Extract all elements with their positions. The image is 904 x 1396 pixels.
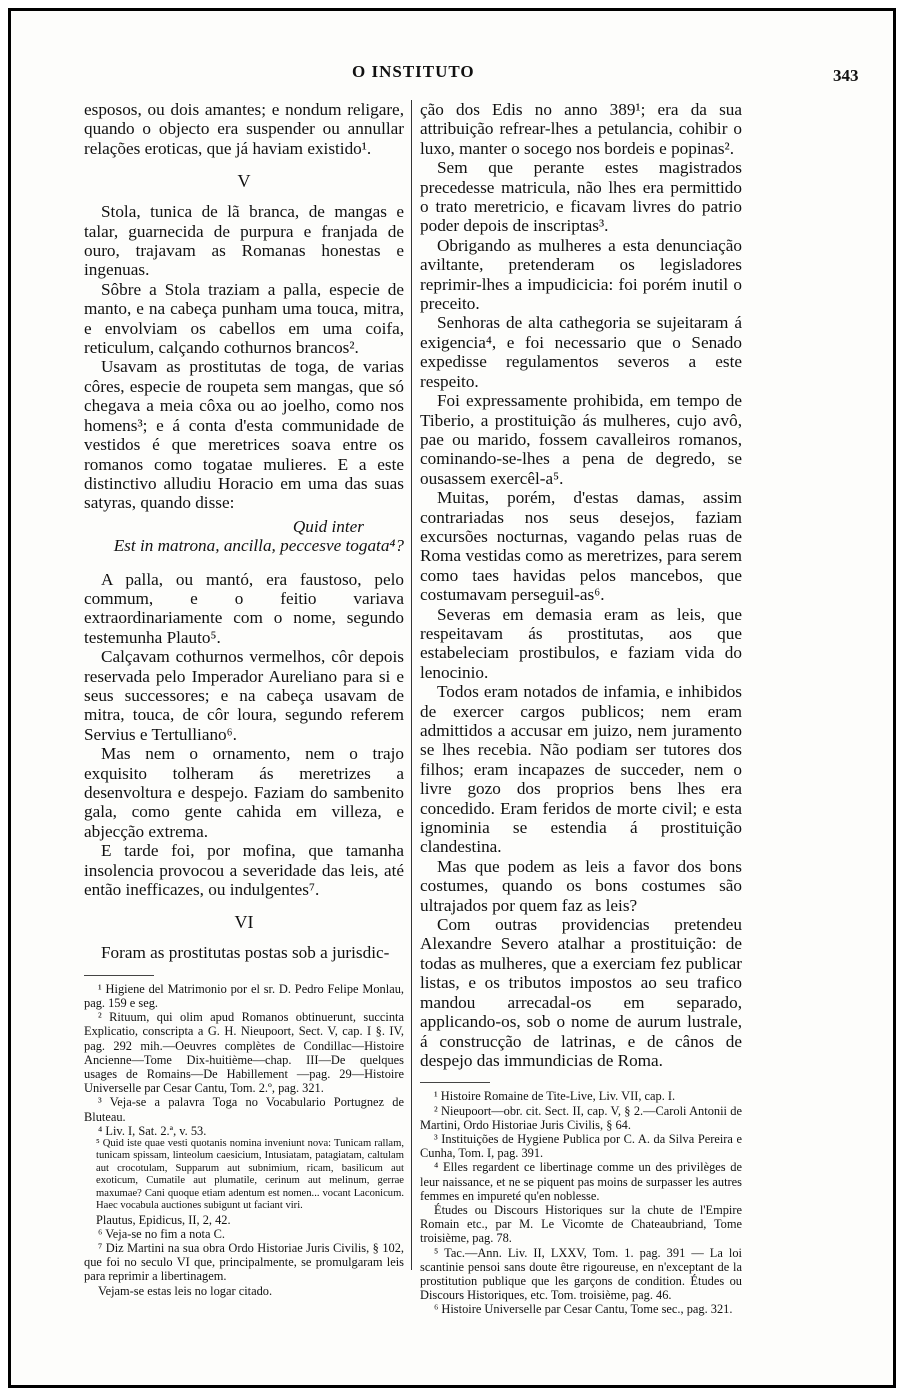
- right-footnotes: [420, 1089, 742, 1316]
- section-heading-v: V: [237, 171, 251, 192]
- paragraph: Obrigando as mulheres a esta denunciação aviltante, pretenderam os legisladores reprimir-lhes a impudicicia: foi porém inutil o preceito.: [420, 235, 742, 314]
- left-column: [84, 100, 404, 1298]
- paragraph: esposos, ou dois amantes; e nondum religare, quando o objecto era suspender ou annullar relações eroticas, que já haviam existido¹.: [84, 100, 404, 158]
- footnote: Études ou Discours Historiques sur la chute de l'Empire Romain etc., par M. Le Vicomte de Chateaubriand, Tome troisième, pag. 78.: [420, 1202, 742, 1246]
- paragraph: Foi expressamente prohibida, em tempo de Tiberio, a prostituição ás mulheres, cujo avô, pae ou marido, fossem cavalleiros romanos, cominando-se-lhes a pena de degredo, se ousassem exercêl-a⁵.: [420, 391, 742, 488]
- paragraph: Usavam as prostitutas de toga, de varias côres, especie de roupeta sem mangas, que só chegava a meia côxa ou ao joelho, como nos homens³; e á conta d'esta communidade de vestidos é que meretrices soava entre os romanos como togatae mulieres. E a este distinctivo alludiu Horacio em uma das suas satyras, quando disse:: [84, 357, 404, 513]
- right-body-text: [420, 100, 742, 1070]
- footnote: ¹ Histoire Romaine de Tite-Live, Liv. VII, cap. I.: [434, 1089, 676, 1104]
- footnote-latin-quote: ⁵ Quid iste quae vesti quotanis nomina inveniunt nova: Tunicam rallam, tunicam spissam, linteolum caesicium, Intusiatam, patagiatam, caltulam aut crocotulam, Supparum aut subnimium, ricam, basilicum aut exoticum, Cumatile aut plumatile, cerinum aut melinum, gerrae maxumae? Cani quoque etiam adentum est nomen... vocant Laconicum. Haec vocabula auctiones subigunt ut faciant viri.: [96, 1138, 404, 1212]
- footnote: ³ Veja-se a palavra Toga no Vocabulario Portugnez de Bluteau.: [84, 1095, 404, 1124]
- paragraph: Todos eram notados de infamia, e inhibidos de exercer cargos publicos; nem eram admittidos a accusar em juizo, nem juramento se lhes recebia. Não podiam ser tutores dos filhos; eram incapazes de succeder, nem o livre gozo dos proprios bens lhes era concedido. Eram feridos de morte civil; e esta ignominia se estendia á prostituição clandestina.: [420, 682, 742, 857]
- paragraph: Foram as prostitutas postas sob a jurisdic-: [101, 943, 390, 963]
- paragraph: ção dos Edis no anno 389¹; era da sua attribuição refrear-lhes a petulancia, cohibir o luxo, manter o socego nos bordeis e popinas².: [420, 100, 742, 158]
- left-footnotes: [84, 982, 404, 1298]
- verse-line-2: Est in matrona, ancilla, peccesve togata⁴?: [113, 536, 404, 556]
- paragraph: Com outras providencias pretendeu Alexandre Severo atalhar a prostituição: de todas as mulheres, que a exerciam fez publicar listas, e os tributos impostos ao seu trafico mandou arrecadal-os em separado, applicando-os, sob o nome de aurum lustrale, á construcção de latrinas, e de cânos de despejo das immundicias de Roma.: [420, 915, 742, 1070]
- paragraph: A palla, ou mantó, era faustoso, pelo commum, e o feitio variava extraordinariamente com o nome, segundo testemunha Plauto⁵.: [84, 569, 404, 647]
- column-divider: [411, 100, 412, 1270]
- footnote-rule: [84, 975, 154, 976]
- footnote: ⁴ Elles regardent ce libertinage comme un des privilèges de leur naissance, et ne se piquent pas moins de surpasser les autres femmes en impureté qu'en noblesse.: [420, 1160, 742, 1203]
- page-number: 343: [833, 66, 859, 85]
- paragraph: Senhoras de alta cathegoria se sujeitaram á exigencia⁴, e foi necessario que o Senado expedisse regulamentos severos a este respeito.: [420, 313, 742, 391]
- paragraph: Muitas, porém, d'estas damas, assim contrariadas nos seus desejos, faziam excursões nocturnas, vagando pelas ruas de Roma vestidas como as meretrizes, para serem como taes havidas pelos mancebos, que costumavam perseguil-as⁶.: [420, 488, 742, 605]
- footnote: ² Nieupoort—obr. cit. Sect. II, cap. V, § 2.—Caroli Antonii de Martini, Ordo Historiae Juris Civilis, § 64.: [420, 1103, 742, 1132]
- footnote-citation: Plautus, Epidicus, II, 2, 42.: [96, 1212, 231, 1227]
- paragraph: Mas nem o ornamento, nem o trajo exquisito tolheram ás meretrizes a desenvoltura e despejo. Faziam do sambenito gala, como gente cahida em villeza, e abjecção extrema.: [84, 744, 404, 841]
- paragraph: Severas em demasia eram as leis, que respeitavam ás prostitutas, aos que estabeleciam prostibulos, e faziam vida do lenocinio.: [420, 604, 742, 682]
- paragraph: Calçavam cothurnos vermelhos, côr depois reservada pelo Imperador Aureliano para si e seus successores; e na cabeça usavam de mitra, touca, de côr loura, segundo referem Servius e Tertulliano⁶.: [84, 647, 404, 744]
- section-heading-vi: VI: [234, 912, 254, 933]
- paragraph: Stola, tunica de lã branca, de mangas e talar, guarnecida de purpura e franjada de ouro, trajavam as Romanas honestas e ingenuas.: [84, 202, 404, 280]
- footnote: ⁷ Diz Martini na sua obra Ordo Historiae Juris Civilis, § 102, que foi no seculo VI que, principalmente, se promulgaram leis para reprimir a libertinagem.: [84, 1240, 404, 1284]
- footnote: ¹ Higiene del Matrimonio por el sr. D. Pedro Felipe Monlau, pag. 159 e seg.: [84, 981, 404, 1011]
- footnote: ⁴ Liv. I, Sat. 2.ª, v. 53.: [98, 1123, 207, 1138]
- paragraph: Mas que podem as leis a favor dos bons costumes, quando os bons costumes são ultrajados por quem faz as leis?: [420, 856, 742, 915]
- verse-line-1: Quid inter: [292, 516, 364, 536]
- footnote: ⁵ Tac.—Ann. Liv. II, LXXV, Tom. 1. pag. 391 — La loi scantinie pensoi sans doute être rigoureuse, en n'exceptant de la prostitution publique que les garçons de condition. Études ou Discours Historiques, etc. Tom. troisième, pag. 46.: [420, 1245, 742, 1303]
- footnote: ⁶ Veja-se no fim a nota C.: [98, 1226, 225, 1241]
- footnote: Vejam-se estas leis no logar citado.: [98, 1283, 273, 1298]
- left-body-text: [84, 100, 404, 963]
- footnote: ³ Instituições de Hygiene Publica por C. A. da Silva Pereira e Cunha, Tom. I, pag. 391.: [420, 1131, 742, 1161]
- paragraph: Sôbre a Stola traziam a palla, especie de manto, e na cabeça punham uma touca, mitra, e envolviam os cabellos em uma coifa, reticulum, calçando cothurnos brancos².: [84, 279, 404, 358]
- journal-title: O INSTITUTO: [352, 62, 475, 81]
- paragraph: E tarde foi, por mofina, que tamanha insolencia provocou a severidade das leis, até então inefficazes, ou indulgentes⁷.: [84, 841, 404, 900]
- footnote: ² Rituum, qui olim apud Romanos obtinuerunt, succinta Explicatio, conscripta a G. H. Nieupoort, Sect. V, cap. I §. IV, pag. 292 mih.—Oeuvres complètes de Condillac—Histoire Ancienne—Tome Dix-huitième—chap. III—De quelques usages de Romains—De Habillement —pag. 29—Histoire Universelle par Cesar Cantu, Tom. 2.º, pag. 321.: [84, 1010, 404, 1096]
- footnote: ⁶ Histoire Universelle par Cesar Cantu, Tome sec., pag. 321.: [434, 1302, 733, 1317]
- right-column: [420, 100, 742, 1317]
- running-header: [0, 62, 904, 86]
- footnote-rule: [420, 1082, 490, 1083]
- paragraph: Sem que perante estes magistrados precedesse matricula, não lhes era permittido o trato meretricio, e ficavam livres do patrio poder depois de inscriptas³.: [420, 158, 742, 236]
